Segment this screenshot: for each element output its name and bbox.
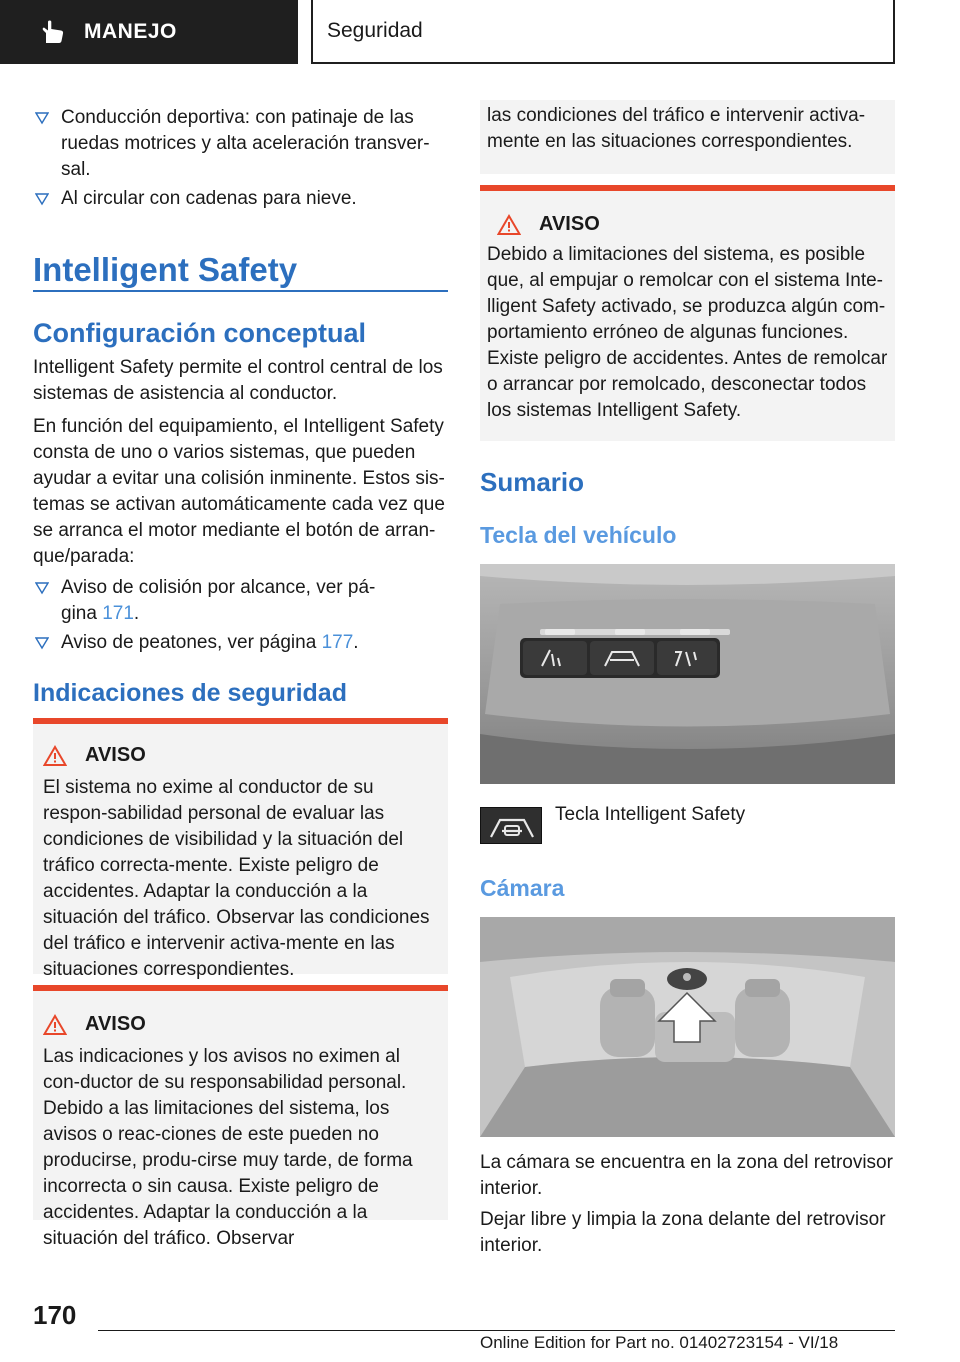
warning-text: Debido a limitaciones del sistema, es posible que, al empujar o remolcar con el sistema Inte‐lligent Safety activado, se produzca algún com‐portamiento erróneo de algunas funciones. Existe peligro de accidentes. Antes de remolcar o arrancar por remolcado, desconectar todos los sistemas Intelligent Safety.	[487, 244, 888, 421]
period: .	[133, 603, 140, 624]
footer-rule	[98, 1330, 895, 1331]
warning-triangle-icon	[497, 214, 521, 236]
paragraph: En función del equipamiento, el Intelligent Safety consta de uno o varios sistemas, que pueden ayudar a evitar una colisión inminente. Estos sis‐temas se activan automáticamente cada vez que se arranca el motor mediante el botón de arran‐que/parada:	[33, 416, 445, 567]
warning-box	[33, 718, 448, 980]
warning-box	[33, 985, 448, 1249]
page-link-171[interactable]: 171	[102, 603, 134, 624]
list-item	[33, 186, 448, 212]
list-item-text: Al circular con cadenas para nieve.	[61, 188, 357, 209]
warning-title	[43, 1013, 438, 1036]
heading-indicaciones: Indicaciones de seguridad	[33, 679, 347, 707]
warning-title	[43, 744, 438, 767]
warning-title	[487, 213, 888, 236]
section-label: MANEJO	[84, 20, 177, 43]
list-item-text: Aviso de colisión por alcance, ver pá‐	[61, 577, 376, 598]
list-item	[33, 575, 448, 627]
page-link-177[interactable]: 177	[321, 632, 354, 653]
heading-tecla: Tecla del vehículo	[480, 522, 677, 548]
list-item-text: Conducción deportiva: con patinaje de las ruedas motrices y alta aceleración transver‐sal.	[61, 107, 430, 180]
chapter-label: Seguridad	[327, 19, 423, 42]
triangle-bullet-icon	[35, 581, 49, 595]
list-item	[33, 630, 448, 656]
heading-configuracion: Configuración conceptual	[33, 318, 367, 348]
warning-box	[480, 185, 895, 441]
warning-title-text: AVISO	[539, 213, 600, 235]
triangle-bullet-icon	[35, 192, 49, 206]
heading-intelligent-safety: Intelligent Safety	[33, 251, 298, 288]
page-number: 170	[33, 1300, 77, 1330]
list-item-text: gina	[61, 603, 103, 624]
camera-image	[480, 917, 895, 1137]
warning-text: Las indicaciones y los avisos no eximen al con‐ductor de su responsabilidad personal. Debido a las limitaciones del sistema, los avisos o reac‐ciones de este pueden no producirse, produ‐cirse muy tarde, de forma incorrecta o sin causa. Existe peligro de accidentes. Adaptar la conducción a la situación del tráfico. Observar	[43, 1046, 413, 1249]
warning-title-text: AVISO	[85, 1013, 146, 1035]
warning-text: las condiciones del tráfico e intervenir activa‐mente en las situaciones correspondientes.	[487, 105, 866, 152]
intelligent-safety-key-icon	[480, 807, 542, 844]
section-tab[interactable]	[0, 0, 298, 64]
edition-text: Online Edition for Part no. 01402723154 - VI/18	[480, 1333, 839, 1352]
heading-camara: Cámara	[480, 875, 565, 901]
paragraph: Intelligent Safety permite el control central de los sistemas de asistencia al conductor.	[33, 357, 443, 404]
warning-title-text: AVISO	[85, 744, 146, 766]
warning-continuation	[480, 100, 895, 174]
list-item	[33, 105, 448, 183]
triangle-bullet-icon	[35, 636, 49, 650]
paragraph: La cámara se encuentra en la zona del retrovisor interior.	[480, 1152, 893, 1199]
period: .	[353, 632, 359, 653]
key-caption: Tecla Intelligent Safety	[555, 804, 746, 825]
list-item-text: Aviso de peatones, ver página	[61, 632, 322, 653]
button-panel-image	[480, 564, 895, 784]
warning-text: El sistema no exime al conductor de su respon‐sabilidad personal de evaluar las condiciones de visibilidad y la situación del tráfico correcta‐mente. Existe peligro de accidentes. Adaptar la conducción a la situación del tráfico. Observar las condiciones del tráfico e intervenir activa‐mente en las situaciones correspondientes.	[43, 777, 430, 980]
warning-triangle-icon	[43, 1014, 67, 1036]
paragraph: Dejar libre y limpia la zona delante del retrovisor interior.	[480, 1209, 886, 1256]
pointing-hand-icon	[40, 19, 66, 45]
warning-triangle-icon	[43, 745, 67, 767]
heading-rule	[33, 290, 448, 292]
triangle-bullet-icon	[35, 111, 49, 125]
chapter-tab[interactable]	[311, 0, 895, 64]
heading-sumario: Sumario	[480, 467, 585, 497]
